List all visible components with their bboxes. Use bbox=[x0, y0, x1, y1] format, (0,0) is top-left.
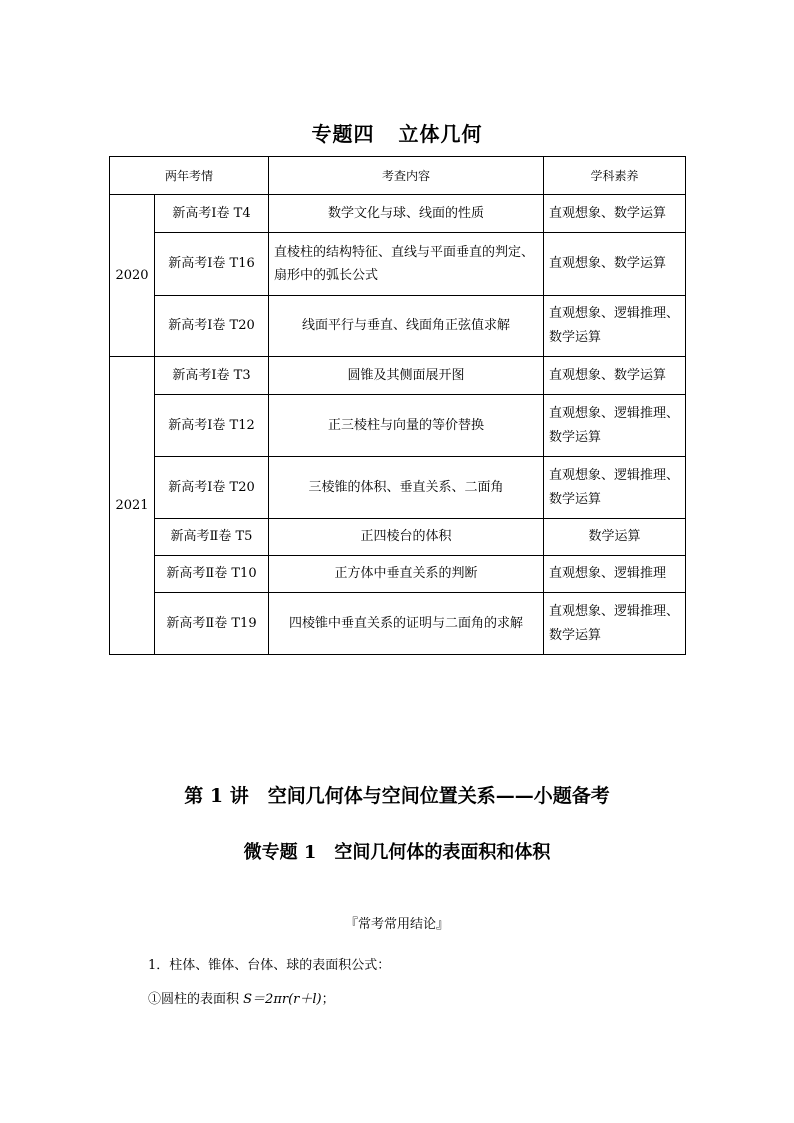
literacy-cell: 直观想象、逻辑推理、数学运算 bbox=[544, 395, 686, 457]
exam-cell: 新高考Ⅱ卷 T5 bbox=[155, 519, 269, 556]
exam-cell: 新高考Ⅰ卷 T16 bbox=[155, 233, 269, 296]
header-years: 两年考情 bbox=[110, 157, 269, 195]
lesson-title: 第 1 讲 空间几何体与空间位置关系——小题备考 bbox=[184, 785, 610, 807]
content-cell: 直棱柱的结构特征、直线与平面垂直的判定、扇形中的弧长公式 bbox=[269, 233, 544, 296]
content-cell: 圆锥及其侧面展开图 bbox=[269, 357, 544, 395]
table-row bbox=[110, 556, 686, 593]
exam-cell: 新高考Ⅱ卷 T19 bbox=[155, 593, 269, 655]
literacy-cell: 直观想象、数学运算 bbox=[544, 195, 686, 233]
literacy-cell: 直观想象、逻辑推理 bbox=[544, 556, 686, 593]
table-row bbox=[110, 457, 686, 519]
year-cell: 2021 bbox=[110, 357, 155, 655]
topic-name: 立体几何 bbox=[398, 122, 483, 146]
micro-topic-title: 微专题 1 空间几何体的表面积和体积 bbox=[243, 842, 551, 863]
table-row bbox=[110, 233, 686, 296]
exam-cell: 新高考Ⅰ卷 T4 bbox=[155, 195, 269, 233]
table-row bbox=[110, 519, 686, 556]
table-header-row bbox=[110, 157, 686, 195]
content-cell: 正三棱柱与向量的等价替换 bbox=[269, 395, 544, 457]
section-label: 『常考常用结论』 bbox=[344, 917, 449, 932]
exam-cell: 新高考Ⅱ卷 T10 bbox=[155, 556, 269, 593]
literacy-cell: 直观想象、数学运算 bbox=[544, 233, 686, 296]
exam-analysis-table bbox=[109, 156, 686, 655]
formula-list-intro: 1．柱体、锥体、台体、球的表面积公式： bbox=[148, 958, 391, 973]
content-cell: 四棱锥中垂直关系的证明与二面角的求解 bbox=[269, 593, 544, 655]
literacy-cell: 直观想象、逻辑推理、数学运算 bbox=[544, 296, 686, 357]
topic-prefix: 专题四 bbox=[311, 122, 375, 146]
table-row bbox=[110, 395, 686, 457]
formula-item-text: ①圆柱的表面积 bbox=[148, 992, 244, 1007]
content-cell: 数学文化与球、线面的性质 bbox=[269, 195, 544, 233]
table-row bbox=[110, 195, 686, 233]
formula-item-end: ； bbox=[321, 992, 335, 1007]
content-cell: 正四棱台的体积 bbox=[269, 519, 544, 556]
exam-cell: 新高考Ⅰ卷 T12 bbox=[155, 395, 269, 457]
table-row bbox=[110, 593, 686, 655]
content-cell: 三棱锥的体积、垂直关系、二面角 bbox=[269, 457, 544, 519]
content-cell: 线面平行与垂直、线面角正弦值求解 bbox=[269, 296, 544, 357]
header-literacy: 学科素养 bbox=[544, 157, 686, 195]
header-content: 考查内容 bbox=[269, 157, 544, 195]
table-row bbox=[110, 296, 686, 357]
formula-item-cylinder bbox=[148, 988, 335, 1007]
content-cell: 正方体中垂直关系的判断 bbox=[269, 556, 544, 593]
exam-cell: 新高考Ⅰ卷 T20 bbox=[155, 457, 269, 519]
table-row bbox=[110, 357, 686, 395]
topic-title bbox=[0, 118, 794, 147]
exam-cell: 新高考Ⅰ卷 T3 bbox=[155, 357, 269, 395]
literacy-cell: 直观想象、逻辑推理、数学运算 bbox=[544, 593, 686, 655]
literacy-cell: 数学运算 bbox=[544, 519, 686, 556]
literacy-cell: 直观想象、数学运算 bbox=[544, 357, 686, 395]
exam-cell: 新高考Ⅰ卷 T20 bbox=[155, 296, 269, 357]
literacy-cell: 直观想象、逻辑推理、数学运算 bbox=[544, 457, 686, 519]
formula-expression: S＝2πr(r＋l) bbox=[243, 992, 322, 1007]
year-cell: 2020 bbox=[110, 195, 155, 357]
